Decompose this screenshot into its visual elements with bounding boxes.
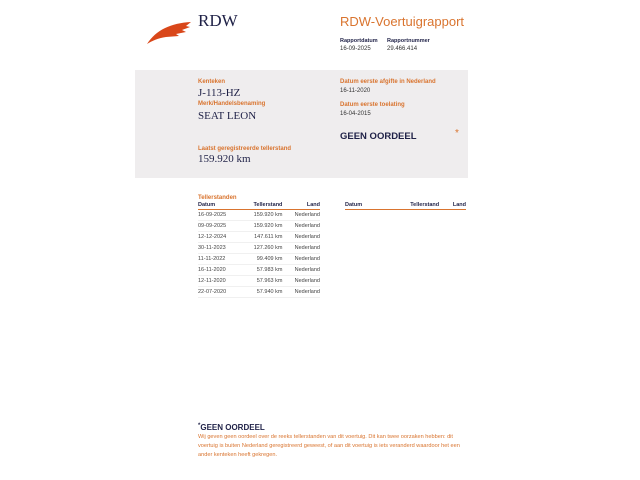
report-title: RDW-Voertuigrapport — [340, 14, 465, 29]
table-row — [198, 254, 320, 265]
cell-datum: 22-07-2020 — [198, 287, 240, 298]
footnote-asterisk: * — [198, 423, 201, 429]
afgifte: 16-11-2020 — [340, 88, 371, 94]
cell-land: Nederland — [282, 232, 320, 243]
vehicle-summary-panel — [135, 70, 468, 178]
tellerstanden-table-2 — [345, 202, 466, 210]
brand-name: RDW — [198, 11, 238, 30]
kenteken-label: Kenteken — [198, 79, 226, 85]
cell-tellerstand: 57.983 km — [240, 265, 283, 276]
cell-tellerstand: 127.260 km — [240, 243, 283, 254]
cell-tellerstand: 57.963 km — [240, 276, 283, 287]
laatste-tellerstand: 159.920 km — [198, 153, 251, 165]
cell-datum: 09-09-2025 — [198, 221, 240, 232]
oordeel: GEEN OORDEEL — [340, 131, 417, 142]
rapportnummer-label: Rapportnummer — [387, 38, 430, 44]
cell-datum: 12-11-2020 — [198, 276, 240, 287]
footnote-title-text: GEEN OORDEEL — [200, 423, 265, 432]
cell-land: Nederland — [282, 287, 320, 298]
table-row — [198, 265, 320, 276]
col-datum: Datum — [198, 202, 240, 210]
col-tellerstand: Tellerstand — [240, 202, 283, 210]
col-land: Land — [439, 202, 466, 210]
cell-datum: 16-11-2020 — [198, 265, 240, 276]
kenteken: J-113-HZ — [198, 87, 241, 99]
cell-datum: 12-12-2024 — [198, 232, 240, 243]
cell-tellerstand: 147.611 km — [240, 232, 283, 243]
toelating-label: Datum eerste toelating — [340, 102, 405, 108]
cell-land: Nederland — [282, 243, 320, 254]
footnote-text: Wij geven geen oordeel over de reeks tellerstanden van dit voertuig. Dit kan twee oorzaken hebben: dit voertuig is buiten Nederland geregistreerd geweest, of aan dit voertuig is iets veranderd waardoor het een ander kenteken heeft gekregen. — [198, 434, 460, 458]
cell-datum: 30-11-2023 — [198, 243, 240, 254]
cell-land: Nederland — [282, 210, 320, 221]
table-row — [198, 232, 320, 243]
rapportdatum: 16-09-2025 — [340, 46, 371, 52]
merk-label: Merk/Handelsbenaming — [198, 101, 266, 107]
cell-tellerstand: 99.409 km — [240, 254, 283, 265]
table-row — [198, 243, 320, 254]
table-row — [198, 287, 320, 298]
cell-tellerstand: 57.940 km — [240, 287, 283, 298]
cell-tellerstand: 159.920 km — [240, 221, 283, 232]
table-row — [198, 276, 320, 287]
merk: SEAT LEON — [198, 110, 257, 122]
col-tellerstand: Tellerstand — [380, 202, 439, 210]
cell-land: Nederland — [282, 254, 320, 265]
oordeel-asterisk: * — [455, 128, 459, 139]
cell-land: Nederland — [282, 276, 320, 287]
afgifte-label: Datum eerste afgifte in Nederland — [340, 79, 436, 85]
rdw-logo-icon — [146, 20, 192, 45]
cell-land: Nederland — [282, 265, 320, 276]
rapportdatum-label: Rapportdatum — [340, 38, 378, 44]
tellerstanden-title: Tellerstanden — [198, 195, 237, 201]
cell-datum: 11-11-2022 — [198, 254, 240, 265]
tellerstanden-table — [198, 202, 320, 298]
rapportnummer: 29.466.414 — [387, 46, 418, 52]
col-datum: Datum — [345, 202, 380, 210]
teller-label: Laatst geregistreerde tellerstand — [198, 146, 292, 152]
cell-tellerstand: 159.920 km — [240, 210, 283, 221]
col-land: Land — [282, 202, 320, 210]
table-row — [198, 210, 320, 221]
toelating: 16-04-2015 — [340, 111, 371, 117]
cell-datum: 16-09-2025 — [198, 210, 240, 221]
table-row — [198, 221, 320, 232]
footnote-title — [198, 423, 265, 432]
cell-land: Nederland — [282, 221, 320, 232]
